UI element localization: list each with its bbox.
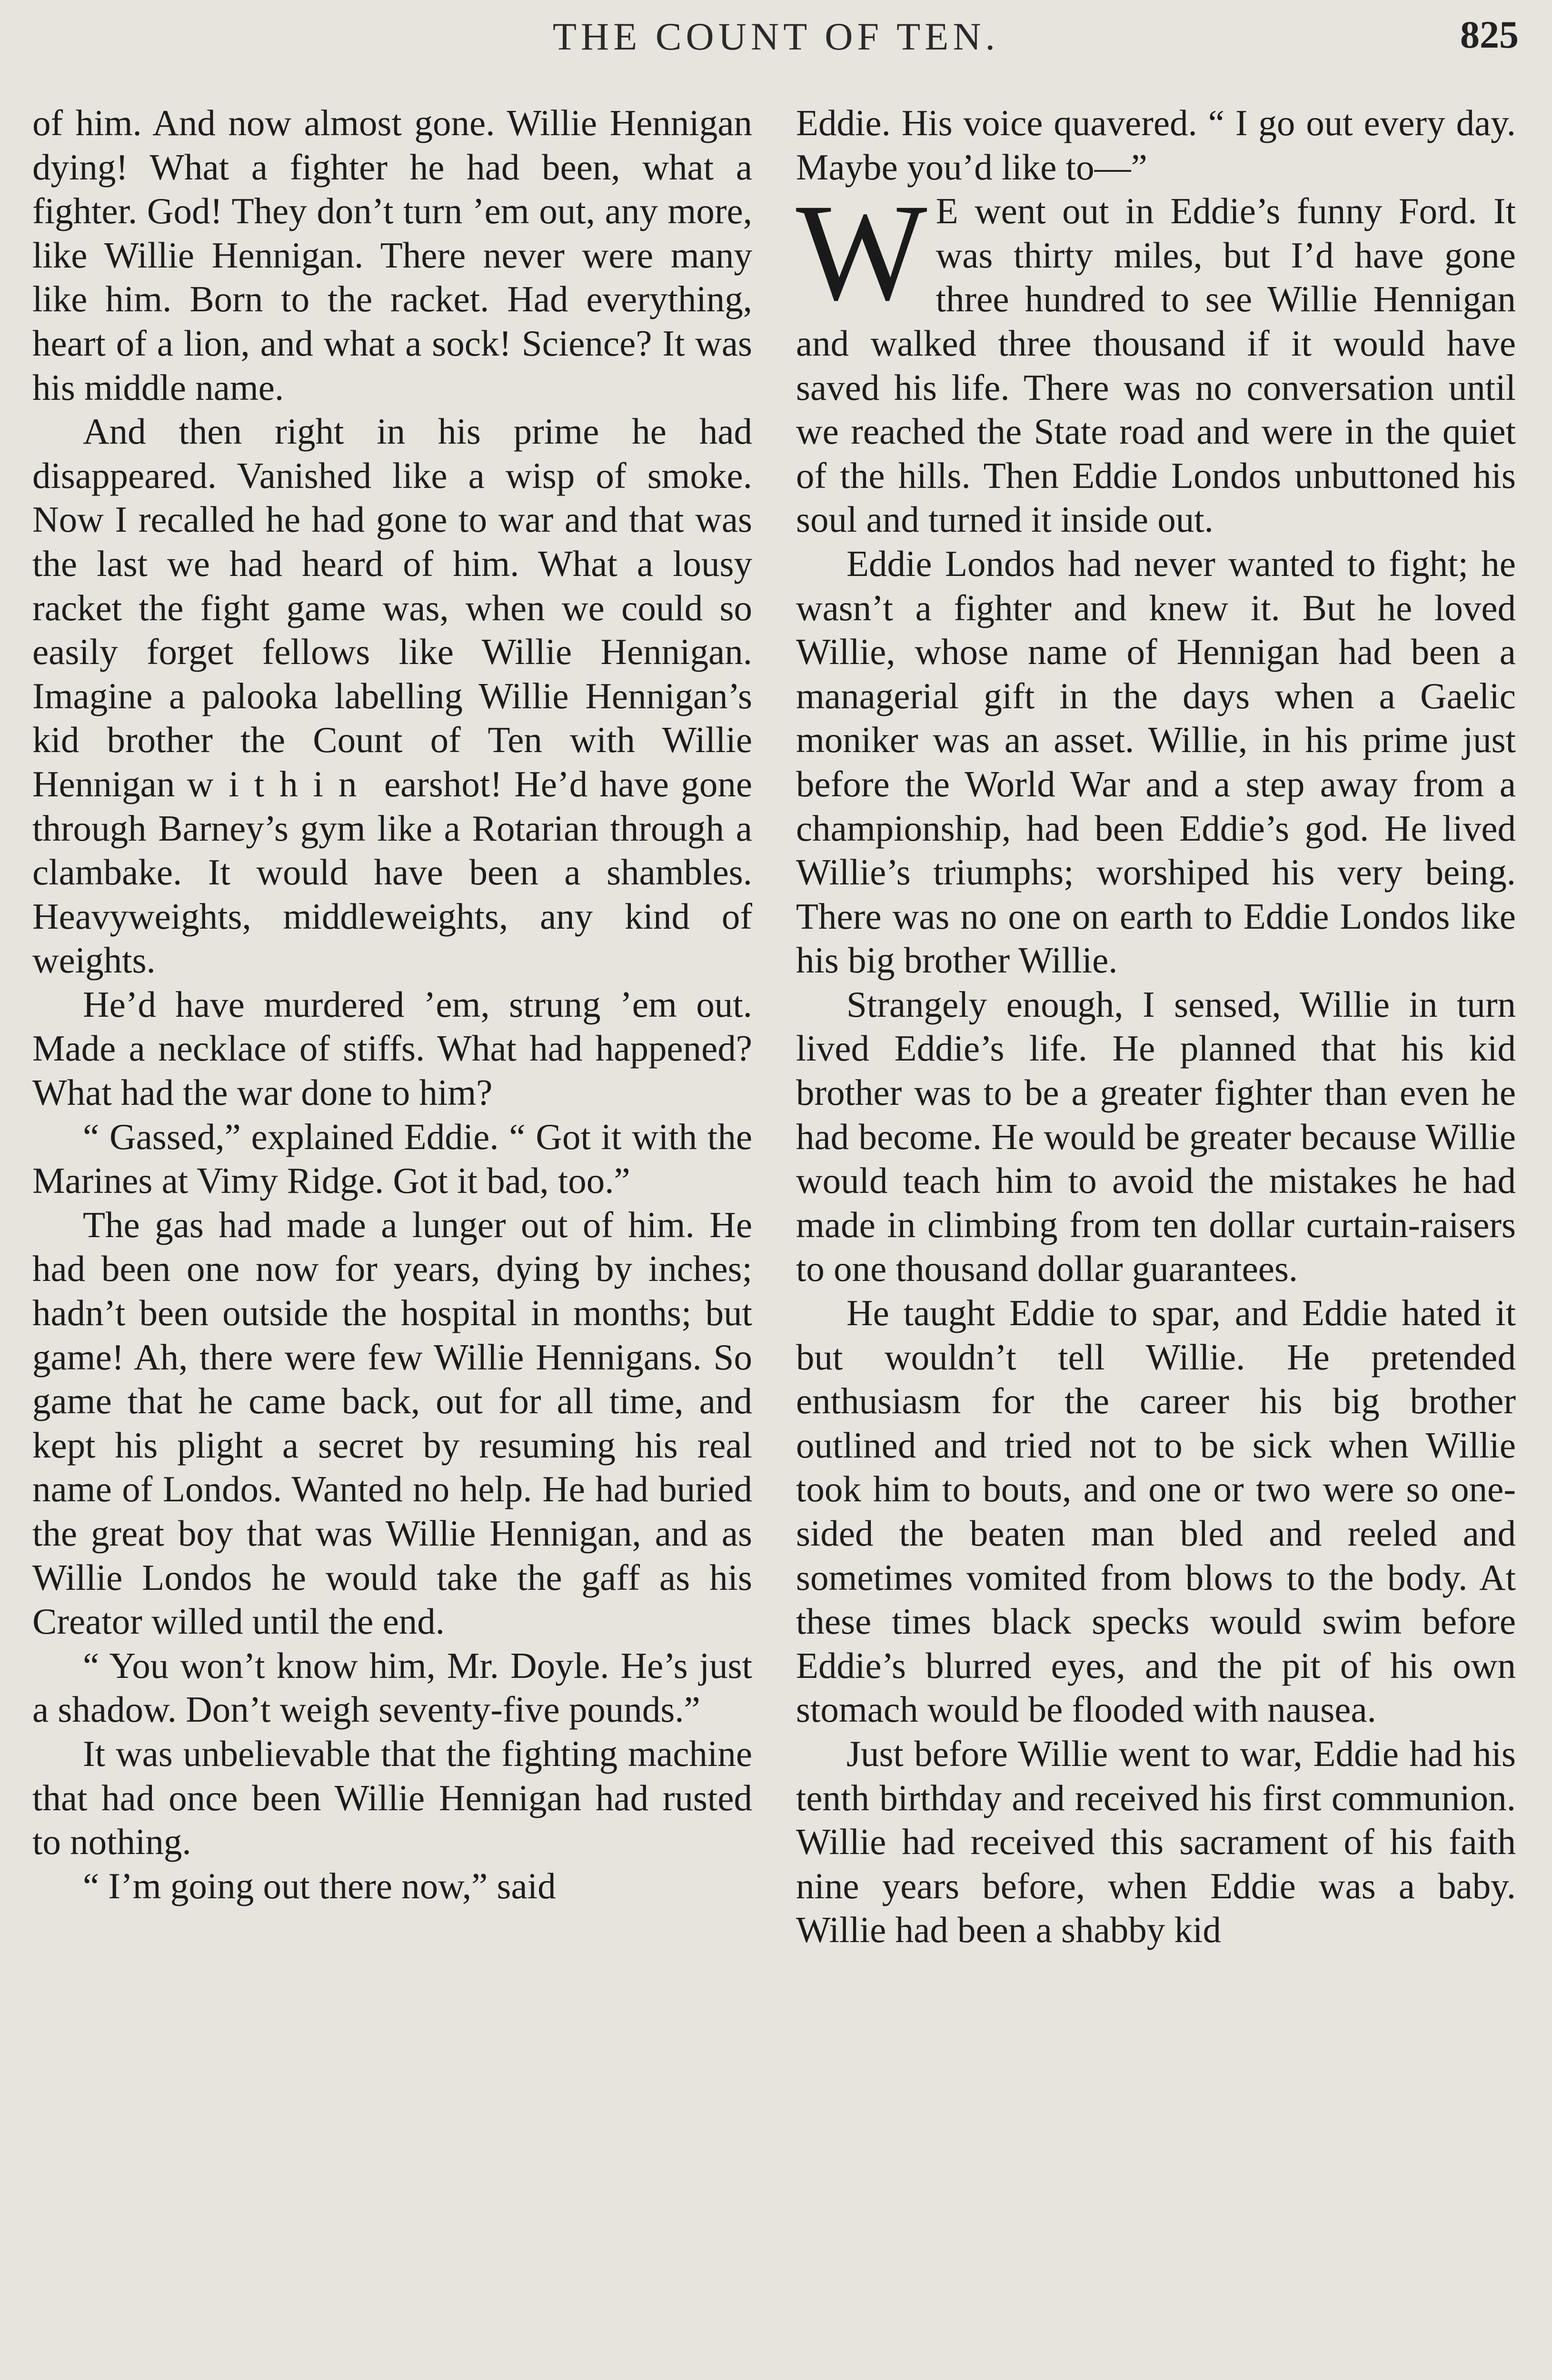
right-column bbox=[796, 101, 1516, 2380]
paragraph: The gas had made a lunger out of him. He had been one now for years, dying by inches; hadn’t been outside the hospital in months; but game! Ah, there were few Willie Hennigans. So game that he came back, out for all time, and kept his plight a secret by resuming his real name of Londos. Wanted no help. He had buried the great boy that was Willie Hennigan, and as Willie Londos he would take the gaff as his Creator willed until the end. bbox=[32, 1204, 752, 1642]
paragraph: It was unbelievable that the fighting machine that had once been Willie Hennigan had rusted to nothing. bbox=[32, 1733, 752, 1863]
paragraph-text: E went out in Eddie’s funny Ford. It was thirty miles, but I’d have gone three hundred to see Willie Hennigan and walked three thousand if it would have saved his life. There was no conversation until we reached the State road and were in the quiet of the hills. Then Eddie Londos unbuttoned his soul and turned it inside out. bbox=[796, 190, 1516, 540]
spaced-word: within bbox=[187, 763, 372, 804]
running-head bbox=[29, 9, 1523, 61]
paragraph: “ You won’t know him, Mr. Doyle. He’s just a shadow. Don’t weigh seventy-five pounds.” bbox=[32, 1645, 752, 1730]
paragraph: “ Gassed,” explained Eddie. “ Got it with the Marines at Vimy Ridge. Got it bad, too.” bbox=[32, 1116, 752, 1201]
paragraph: He taught Eddie to spar, and Eddie hated it but wouldn’t tell Willie. He pretended enthusiasm for the career his big brother outlined and tried not to be sick when Willie took him to bouts, and one or two were so one-sided the beaten man bled and reeled and sometimes vomited from blows to the body. At these times black specks would swim before Eddie’s blurred eyes, and the pit of his own stomach would be flooded with nausea. bbox=[796, 1292, 1516, 1730]
paragraph: Strangely enough, I sensed, Willie in turn lived Eddie’s life. He planned that his kid brother was to be a greater fighter than even he had become. He would be greater because Willie would teach him to avoid the mistakes he had made in climbing from ten dollar curtain-raisers to one thousand dollar guarantees. bbox=[796, 983, 1516, 1289]
drop-cap: W bbox=[796, 176, 927, 330]
paragraph: Just before Willie went to war, Eddie had his tenth birthday and received his first communion. Willie had received this sacrament of his faith nine years before, when Eddie was a baby. Willie had been a shabby kid bbox=[796, 1733, 1516, 1951]
paragraph bbox=[32, 409, 752, 982]
running-title: THE COUNT OF TEN. bbox=[552, 15, 1000, 58]
paragraph: of him. And now almost gone. Willie Hennigan dying! What a fighter he had been, what a fighter. God! They don’t turn ’em out, any more, like Willie Hennigan. There never were many like him. Born to the racket. Had everything, heart of a lion, and what a sock! Science? It was his middle name. bbox=[32, 102, 752, 408]
paragraph: Eddie. His voice quavered. “ I go out every day. Maybe you’d like to—” bbox=[796, 102, 1516, 188]
paragraph-text: And then right in his prime he had disappeared. Vanished like a wisp of smoke. Now I recalled he had gone to war and that was the last we had heard of him. What a lousy racket the fight game was, when we could so easily forget fellows like Willie Hennigan. Imagine a palooka labelling Willie Hennigan’s kid brother the Count of Ten with Willie Hennigan bbox=[32, 411, 752, 804]
paragraph: He’d have murdered ’em, strung ’em out. Made a necklace of stiffs. What had happened? What had the war done to him? bbox=[32, 983, 752, 1113]
left-column bbox=[32, 101, 752, 2380]
paragraph: “ I’m going out there now,” said bbox=[83, 1865, 556, 1906]
dropcap-paragraph bbox=[796, 176, 1516, 542]
paragraph: Eddie Londos had never wanted to fight; he wasn’t a fighter and knew it. But he loved Willie, whose name of Hennigan had been a managerial gift in the days when a Gaelic moniker was an asset. Willie, in his prime just before the World War and a step away from a championship, had been Eddie’s god. He lived Willie’s triumphs; worshiped his very being. There was no one on earth to Eddie Londos like his big brother Willie. bbox=[796, 543, 1516, 981]
page-number: 825 bbox=[1460, 13, 1519, 56]
paragraph-text: earshot! He’d have gone through Barney’s gym like a Rotarian through a clambake. It would have been a shambles. Heavyweights, middleweights, any kind of weights. bbox=[32, 763, 752, 981]
